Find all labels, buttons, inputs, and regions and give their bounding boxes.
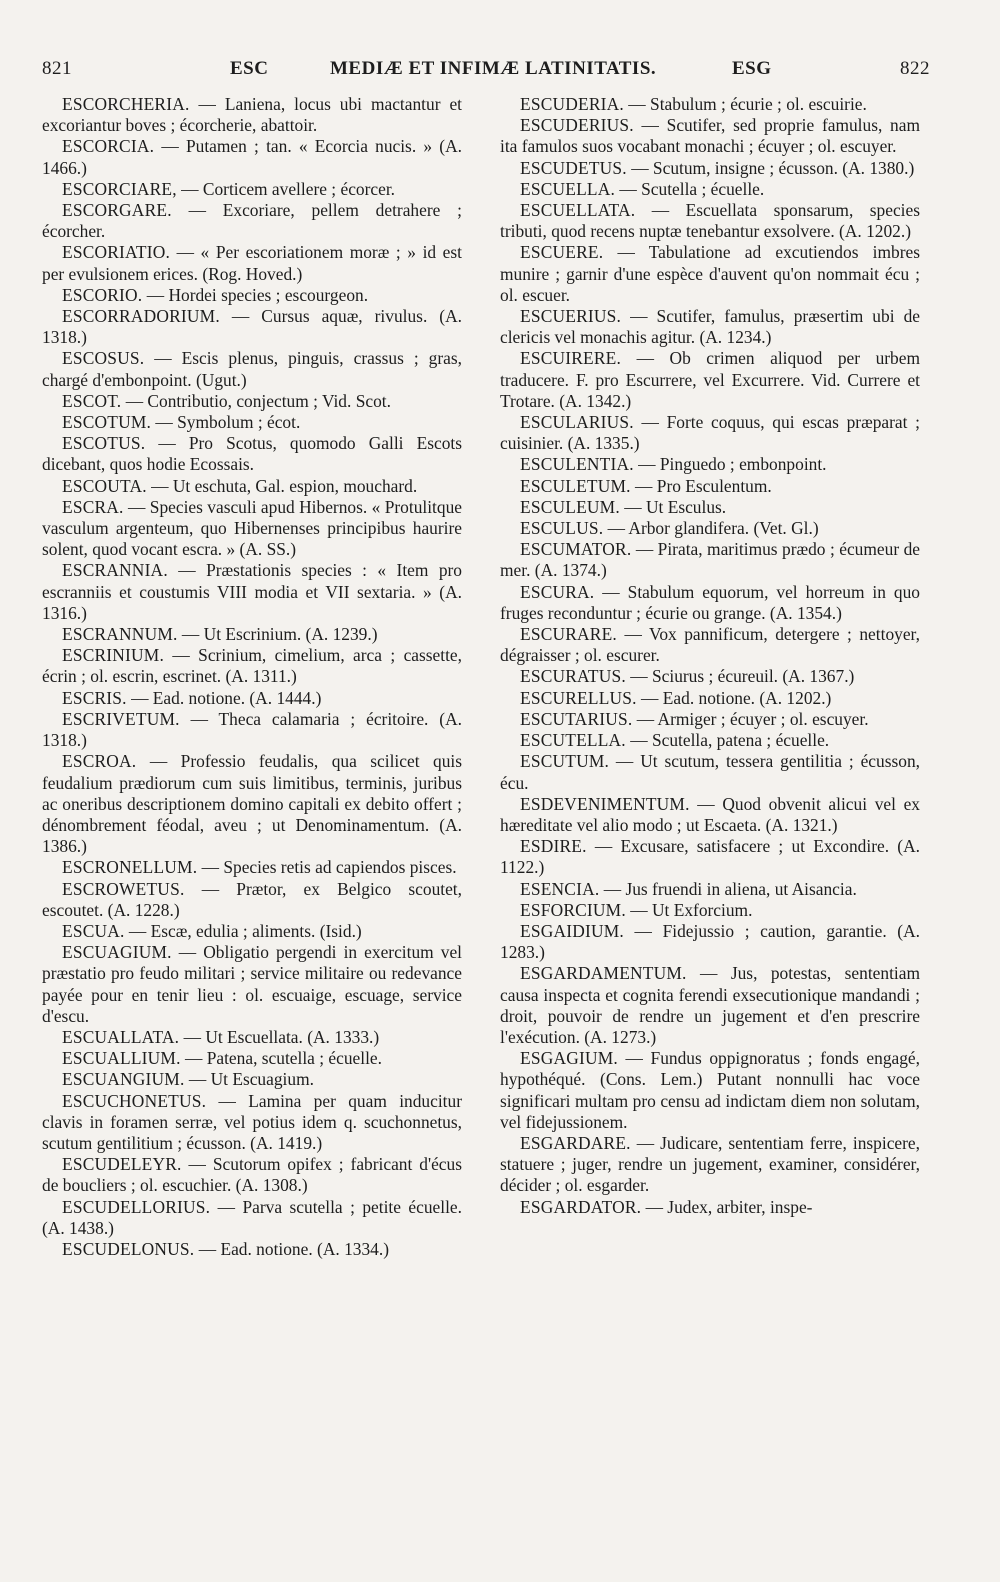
entry-headword: ESCUIRERE. — [520, 348, 622, 369]
entry-headword: ESCULETUM. — [520, 475, 631, 496]
entry-headword: ESCULARIUS. — [520, 412, 634, 433]
entry-definition: — Ead. notione. (A. 1202.) — [636, 687, 832, 708]
dictionary-entry — [500, 518, 920, 539]
dictionary-entry — [42, 497, 462, 561]
dictionary-entry — [42, 879, 462, 921]
entry-headword: ESCUELLA. — [520, 178, 616, 199]
entry-definition: — Sciurus ; écureuil. (A. 1367.) — [625, 666, 855, 687]
entry-definition: — Ead. notione. (A. 1334.) — [194, 1238, 390, 1259]
dictionary-entry — [42, 200, 462, 242]
dictionary-entry — [500, 751, 920, 793]
dictionary-entry — [500, 624, 920, 666]
entry-headword: ESCUDERIA. — [520, 94, 624, 114]
entry-headword: ESCOTUM. — [62, 412, 152, 433]
dictionary-entry — [500, 200, 920, 242]
dictionary-entry — [500, 348, 920, 412]
dictionary-entry — [500, 709, 920, 730]
entry-definition: — Species vasculi apud Hibernos. « Protulitque vasculum argenteum, quo Hibernenses principibus haurire solent, quod vocant escra. » (A. SS.) — [42, 496, 462, 560]
entry-definition: — Patena, scutella ; écuelle. — [180, 1048, 382, 1069]
entry-definition: — Ob crimen aliquod per urbem traducere. F. pro Escurrere, vel Excurrere. Vid. Currere et Trotare. (A. 1342.) — [500, 348, 920, 411]
entry-definition: — Armiger ; écuyer ; ol. escuyer. — [632, 708, 869, 729]
dictionary-entry — [500, 666, 920, 687]
entry-definition: — Ut Escuellata. (A. 1333.) — [179, 1026, 380, 1047]
entry-definition: — Fidejussio ; caution, garantie. (A. 1283.) — [500, 920, 920, 963]
entry-headword: ESCUCHONETUS. — [62, 1090, 207, 1111]
dictionary-entry — [42, 1197, 462, 1239]
entry-definition: — Fundus oppignoratus ; fonds engagé, hypothéqué. (Cons. Lem.) Putant nonnulli hac voce significari multam pro censu ad indictam diem non solutam, vel fidejussionem. — [500, 1048, 920, 1132]
entry-headword: ESCORIO. — [62, 284, 143, 305]
dictionary-entry — [500, 497, 920, 518]
entry-definition: — Excusare, satisfacere ; ut Excondire. (A. 1122.) — [500, 836, 920, 878]
entry-headword: ESCUDERIUS. — [520, 115, 634, 136]
dictionary-entry — [500, 879, 920, 900]
entry-headword: ESCRANNUM. — [62, 624, 178, 645]
dictionary-entry — [42, 560, 462, 624]
entry-headword: ESCUDELEYR. — [62, 1154, 182, 1175]
entry-headword: ESCOT. — [62, 390, 122, 411]
entry-definition: — Theca calamaria ; écritoire. (A. 1318.) — [42, 708, 462, 751]
entry-headword: ESCULEUM. — [520, 496, 620, 517]
entry-definition: — Putamen ; tan. « Ecorcia nucis. » (A. 1466.) — [42, 136, 462, 178]
dictionary-entry — [42, 285, 462, 306]
dictionary-entry — [42, 751, 462, 857]
entry-headword: ESCUMATOR. — [520, 539, 632, 560]
dictionary-entry — [42, 412, 462, 433]
dictionary-entry — [500, 115, 920, 157]
entry-headword: ESCORGARE. — [62, 200, 172, 221]
entry-definition: — Cursus aquæ, rivulus. (A. 1318.) — [42, 306, 462, 348]
entry-headword: ESCRANNIA. — [62, 560, 168, 581]
dictionary-entry — [42, 94, 462, 136]
dictionary-entry — [500, 1133, 920, 1197]
dictionary-entry — [42, 688, 462, 709]
dictionary-entry — [42, 348, 462, 390]
dictionary-entry — [42, 1069, 462, 1090]
entry-headword: ESCULUS. — [520, 518, 604, 539]
entry-headword: ESGAIDIUM. — [520, 920, 624, 941]
entry-definition: — Ut Esculus. — [619, 496, 727, 517]
entry-headword: ESCUTUM. — [520, 751, 610, 772]
entry-headword: ESCORRADORIUM. — [62, 306, 220, 327]
dictionary-entry — [500, 900, 920, 921]
dictionary-entry — [42, 1154, 462, 1196]
entry-definition: — Scutifer, famulus, præsertim ubi de clericis vel monachis agitur. (A. 1234.) — [500, 306, 920, 348]
entry-headword: ESCULENTIA. — [520, 454, 634, 475]
entry-headword: ESCUTELLA. — [520, 730, 626, 751]
dictionary-entry — [500, 412, 920, 454]
entry-headword: ESCROWETUS. — [62, 878, 185, 899]
dictionary-entry — [500, 1197, 920, 1218]
dictionary-entry — [500, 94, 920, 115]
dictionary-entry — [42, 136, 462, 178]
dictionary-entry — [42, 179, 462, 200]
entry-definition: — Stabulum equorum, vel horreum in quo fruges reconduntur ; écurie ou grange. (A. 1354.) — [500, 581, 920, 623]
entry-headword: ESCURA. — [520, 581, 595, 602]
entry-definition: — Laniena, locus ubi mactantur et excoriantur boves ; écorcherie, abattoir. — [42, 94, 462, 136]
entry-definition: — Lamina per quam inducitur clavis in foramen serræ, vel potius idem q. scuchonnetus, scutum gentilitium ; écusson. (A. 1419.) — [42, 1090, 462, 1153]
dictionary-entry — [42, 709, 462, 751]
entry-headword: ESCOSUS. — [62, 348, 145, 369]
dictionary-entry — [500, 306, 920, 348]
page-number-right: 822 — [900, 58, 930, 79]
dictionary-entry — [42, 476, 462, 497]
entry-headword: ESCURARE. — [520, 624, 617, 645]
dictionary-entry — [500, 539, 920, 581]
entry-headword: ESCUA. — [62, 920, 125, 941]
entry-headword: ESCORCIARE, — [62, 178, 177, 199]
entry-definition: — Parva scutella ; petite écuelle. (A. 1438.) — [42, 1196, 462, 1238]
dictionary-entry — [42, 857, 462, 878]
dictionary-entry — [500, 476, 920, 497]
entry-headword: ESCUERIUS. — [520, 306, 622, 327]
entry-definition: — Jus fruendi in aliena, ut Aisancia. — [599, 878, 857, 899]
entry-headword: ESCORIATIO. — [62, 242, 170, 263]
dictionary-entry — [500, 582, 920, 624]
entry-definition: — Tabulatione ad excutiendos imbres munire ; garnir d'une espèce d'auvent qu'on nommait écu ; ol. escuer. — [500, 242, 920, 305]
entry-definition: — Judicare, sententiam ferre, inspicere, statuere ; juger, rendre un jugement, examiner, considérer, décider ; ol. esgarder. — [500, 1132, 920, 1196]
entry-definition: — Ut eschuta, Gal. espion, mouchard. — [146, 475, 418, 496]
dictionary-entry — [42, 624, 462, 645]
entry-headword: ESCRA. — [62, 496, 124, 517]
dictionary-entry — [500, 963, 920, 1048]
entry-definition: — Scutella ; écuelle. — [615, 178, 765, 199]
entry-headword: ESDEVENIMENTUM. — [520, 793, 690, 814]
entry-definition: — Quod obvenit alicui vel ex hæreditate vel alio modo ; ut Escaeta. (A. 1321.) — [500, 793, 920, 835]
entry-headword: ESCORCIA. — [62, 136, 155, 157]
dictionary-entry — [42, 433, 462, 475]
dictionary-entry — [42, 1091, 462, 1155]
running-title: MEDIÆ ET INFIMÆ LATINITATIS. — [330, 58, 657, 79]
dictionary-entry — [42, 1239, 462, 1260]
entry-headword: ESGARDAMENTUM. — [520, 963, 687, 984]
entry-definition: — Hordei species ; escourgeon. — [142, 284, 369, 305]
right-column — [500, 94, 920, 1218]
dictionary-entry — [500, 454, 920, 475]
entry-headword: ESCOTUS. — [62, 433, 146, 454]
entry-definition: — Pinguedo ; embonpoint. — [633, 454, 827, 475]
dictionary-entry — [42, 645, 462, 687]
dictionary-entry — [42, 942, 462, 1027]
entry-definition: — Stabulum ; écurie ; ol. escuirie. — [623, 94, 867, 114]
entry-headword: ESCRIS. — [62, 687, 127, 708]
entry-headword: ESCORCHERIA. — [62, 94, 190, 114]
entry-headword: ESGARDATOR. — [520, 1196, 642, 1217]
entry-headword: ESCRONELLUM. — [62, 857, 198, 878]
entry-definition: — Scrinium, cimelium, arca ; cassette, écrin ; ol. escrin, escrinet. (A. 1311.) — [42, 645, 462, 687]
entry-definition: — Forte coquus, qui escas præparat ; cuisinier. (A. 1335.) — [500, 412, 920, 454]
entry-headword: ESCUANGIUM. — [62, 1069, 185, 1090]
entry-definition: — Ut Escrinium. (A. 1239.) — [177, 624, 378, 645]
entry-headword: ESGARDARE. — [520, 1132, 631, 1153]
entry-definition: — Corticem avellere ; écorcer. — [176, 178, 396, 199]
entry-definition: — « Per escoriationem moræ ; » id est per evulsionem erices. (Rog. Hoved.) — [42, 242, 462, 284]
dictionary-entry — [500, 836, 920, 878]
entry-definition: — Obligatio pergendi in exercitum vel præstatio pro feudo militari ; service militaire ou redevance payée pour en tenir lieu : ol. escuaige, escuage, service d'escu. — [42, 942, 462, 1026]
entry-definition: — Scutum, insigne ; écusson. (A. 1380.) — [626, 157, 915, 178]
entry-definition: — Arbor glandifera. (Vet. Gl.) — [603, 518, 819, 539]
entry-definition: — Scutifer, sed proprie famulus, nam ita famulos suos vocabant monachi ; écuyer ; ol. escuyer. — [500, 115, 920, 157]
dictionary-entry — [42, 391, 462, 412]
dictionary-entry — [500, 730, 920, 751]
entry-definition: — Scutorum opifex ; fabricant d'écus de boucliers ; ol. escuchier. (A. 1308.) — [42, 1154, 462, 1196]
dictionary-entry — [42, 1027, 462, 1048]
entry-headword: ESCUALLATA. — [62, 1026, 180, 1047]
entry-headword: ESCUTARIUS. — [520, 708, 633, 729]
running-header — [42, 58, 930, 88]
dictionary-entry — [500, 242, 920, 306]
entry-definition: — Ead. notione. (A. 1444.) — [126, 687, 322, 708]
entry-definition: — Pro Scotus, quomodo Galli Escots dicebant, quos hodie Ecossais. — [42, 433, 462, 475]
dictionary-entry — [42, 921, 462, 942]
entry-definition: — Ut Escuagium. — [184, 1069, 314, 1090]
entry-definition: — Judex, arbiter, inspe- — [641, 1196, 813, 1217]
dictionary-entry — [42, 242, 462, 284]
entry-definition: — Jus, potestas, sententiam causa inspecta et cognita ferendi exsecutionique mandandi ; droit, pouvoir de rendre un jugement et d'en prescrire l'exécution. (A. 1273.) — [500, 963, 920, 1047]
entry-definition: — Ut scutum, tessera gentilitia ; écusson, écu. — [500, 751, 920, 793]
page-number-left: 821 — [42, 58, 72, 79]
entry-definition: — Species retis ad capiendos pisces. — [197, 857, 457, 878]
entry-headword: ESCUAGIUM. — [62, 942, 172, 963]
guide-word-right: ESG — [732, 58, 772, 79]
entry-headword: ESCUELLATA. — [520, 200, 636, 221]
dictionary-entry — [42, 306, 462, 348]
entry-headword: ESCUERE. — [520, 242, 604, 263]
entry-definition: — Pro Esculentum. — [630, 475, 772, 496]
entry-definition: — Prætor, ex Belgico scoutet, escoutet. (A. 1228.) — [42, 878, 462, 920]
entry-definition: — Symbolum ; écot. — [151, 412, 301, 433]
entry-headword: ESCRIVETUM. — [62, 708, 180, 729]
entry-headword: ESFORCIUM. — [520, 899, 626, 920]
entry-definition: — Vox pannificum, detergere ; nettoyer, dégraisser ; ol. escurer. — [500, 624, 920, 666]
entry-headword: ESCUDELONUS. — [62, 1238, 195, 1259]
dictionary-entry — [500, 179, 920, 200]
entry-definition: — Professio feudalis, qua scilicet quis feudalium prædiorum cum suis limitibus, terminis, juribus ac oneribus descriptionem domino capitali ex debito offert ; dénombrement féodal, aveu ; ut Denominamentum. (A. 1386.) — [42, 751, 462, 857]
entry-headword: ESCUALLIUM. — [62, 1048, 181, 1069]
dictionary-entry — [500, 158, 920, 179]
dictionary-entry — [500, 794, 920, 836]
dictionary-entry — [42, 1048, 462, 1069]
entry-headword: ESCOUTA. — [62, 475, 147, 496]
entry-definition: — Escis plenus, pinguis, crassus ; gras, chargé d'embonpoint. (Ugut.) — [42, 348, 462, 390]
entry-definition: — Ut Exforcium. — [625, 899, 753, 920]
entry-headword: ESCRINIUM. — [62, 645, 165, 666]
entry-definition: — Præstationis species : « Item pro escranniis et coustumis VIII modia et VII sextaria. » (A. 1316.) — [42, 560, 462, 623]
entry-headword: ESGAGIUM. — [520, 1048, 618, 1069]
guide-word-left: ESC — [230, 58, 269, 79]
entry-headword: ESCURELLUS. — [520, 687, 637, 708]
dictionary-entry — [500, 1048, 920, 1133]
entry-headword: ESCROA. — [62, 751, 137, 772]
entry-headword: ESDIRE. — [520, 836, 587, 857]
entry-definition: — Contributio, conjectum ; Vid. Scot. — [121, 390, 391, 411]
entry-definition: — Pirata, maritimus prædo ; écumeur de mer. (A. 1374.) — [500, 539, 920, 581]
entry-definition: — Escæ, edulia ; aliments. (Isid.) — [124, 920, 362, 941]
entry-definition: — Excoriare, pellem detrahere ; écorcher. — [42, 200, 462, 242]
entry-headword: ESCUDETUS. — [520, 157, 627, 178]
dictionary-entry — [500, 921, 920, 963]
entry-headword: ESENCIA. — [520, 878, 600, 899]
dictionary-entry — [500, 688, 920, 709]
entry-headword: ESCURATUS. — [520, 666, 626, 687]
entry-definition: — Escuellata sponsarum, species tributi, quod recens nuptæ tenebantur exsolvere. (A. 1202.) — [500, 200, 920, 242]
entry-headword: ESCUDELLORIUS. — [62, 1196, 211, 1217]
left-column — [42, 94, 462, 1260]
entry-definition: — Scutella, patena ; écuelle. — [625, 730, 830, 751]
